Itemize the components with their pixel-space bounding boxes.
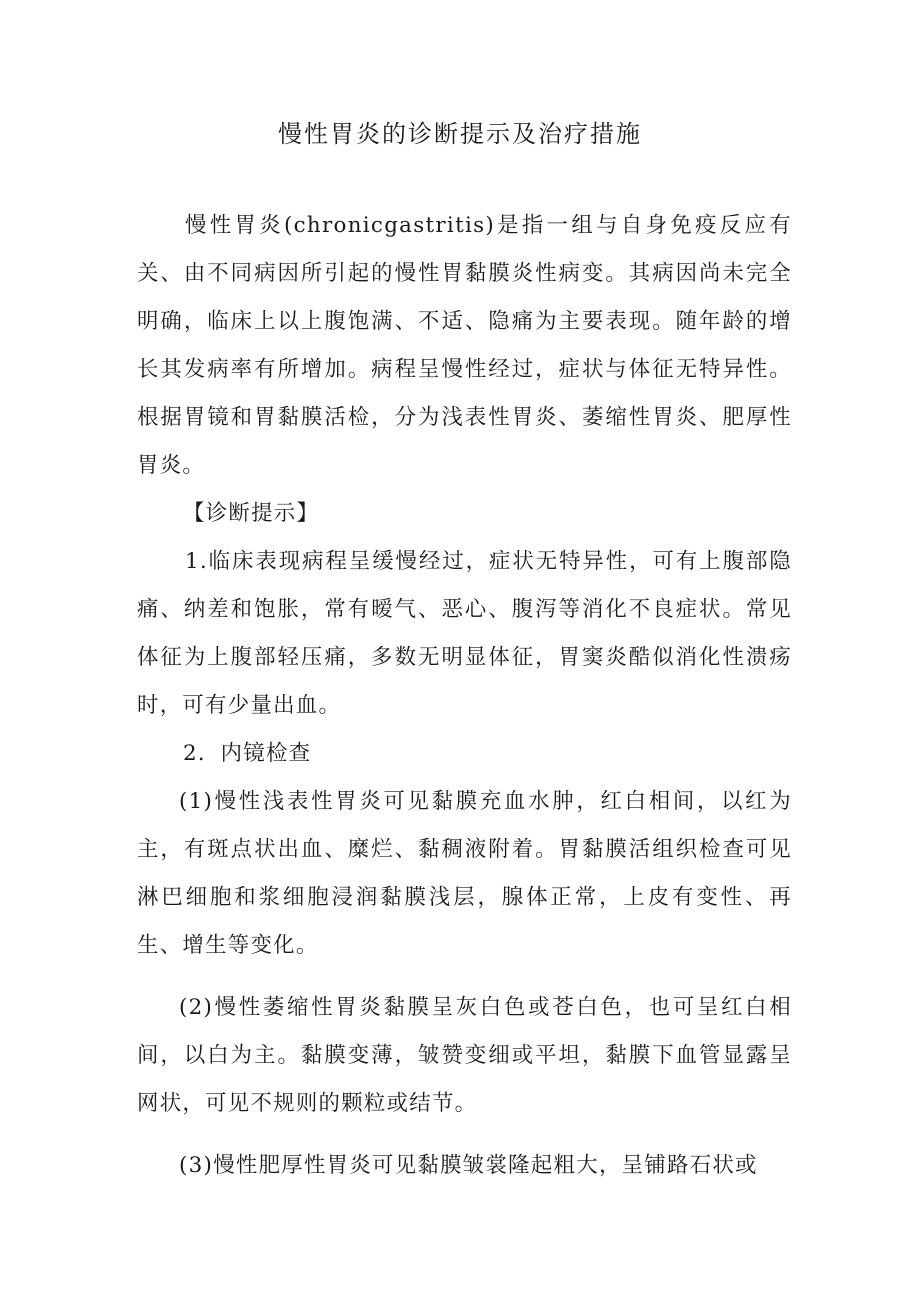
item-endoscopy: 2．内镜检查 [183,741,312,766]
document-title: 慢性胃炎的诊断提示及治疗措施 [278,120,642,148]
section-heading-diagnosis: 【诊断提示】 [183,501,320,526]
sub-item-hypertrophic: (3)慢性肥厚性胃炎可见黏膜皱裳隆起粗大，呈铺路石状或 [179,1153,758,1178]
sub-item-atrophic: (2)慢性萎缩性胃炎黏膜呈灰白色或苍白色，也可呈红白相间，以白为主。黏膜变薄，皱赞变细或平坦，黏膜下血管显露呈网状，可见不规则的颗粒或结节。 [137,995,792,1116]
document-body [137,202,792,1190]
item-clinical-manifestation: 1.临床表现病程呈缓慢经过，症状无特异性，可有上腹部隐痛、纳差和饱胀，常有暧气、恶心、腹泻等消化不良症状。常见体征为上腹部轻压痛，多数无明显体征，胃窦炎酷似消化性溃疡时，可有少量出血。 [137,549,792,718]
sub-item-superficial: (1)慢性浅表性胃炎可见黏膜充血水肿，红白相间，以红为主，有斑点状出血、糜烂、黏稠液附着。胃黏膜活组织检查可见淋巴细胞和浆细胞浸润黏膜浅层，腺体正常，上皮有变性、再生、增生等变化。 [137,789,792,958]
intro-paragraph: 慢性胃炎(chronicgastritis)是指一组与自身免疫反应有关、由不同病因所引起的慢性胃黏膜炎性病变。其病因尚未完全明确，临床上以上腹饱满、不适、隐痛为主要表现。随年龄的增长其发病率有所增加。病程呈慢性经过，症状与体征无特异性。根据胃镜和胃黏膜活检，分为浅表性胃炎、萎缩性胃炎、肥厚性胃炎。 [137,213,792,478]
